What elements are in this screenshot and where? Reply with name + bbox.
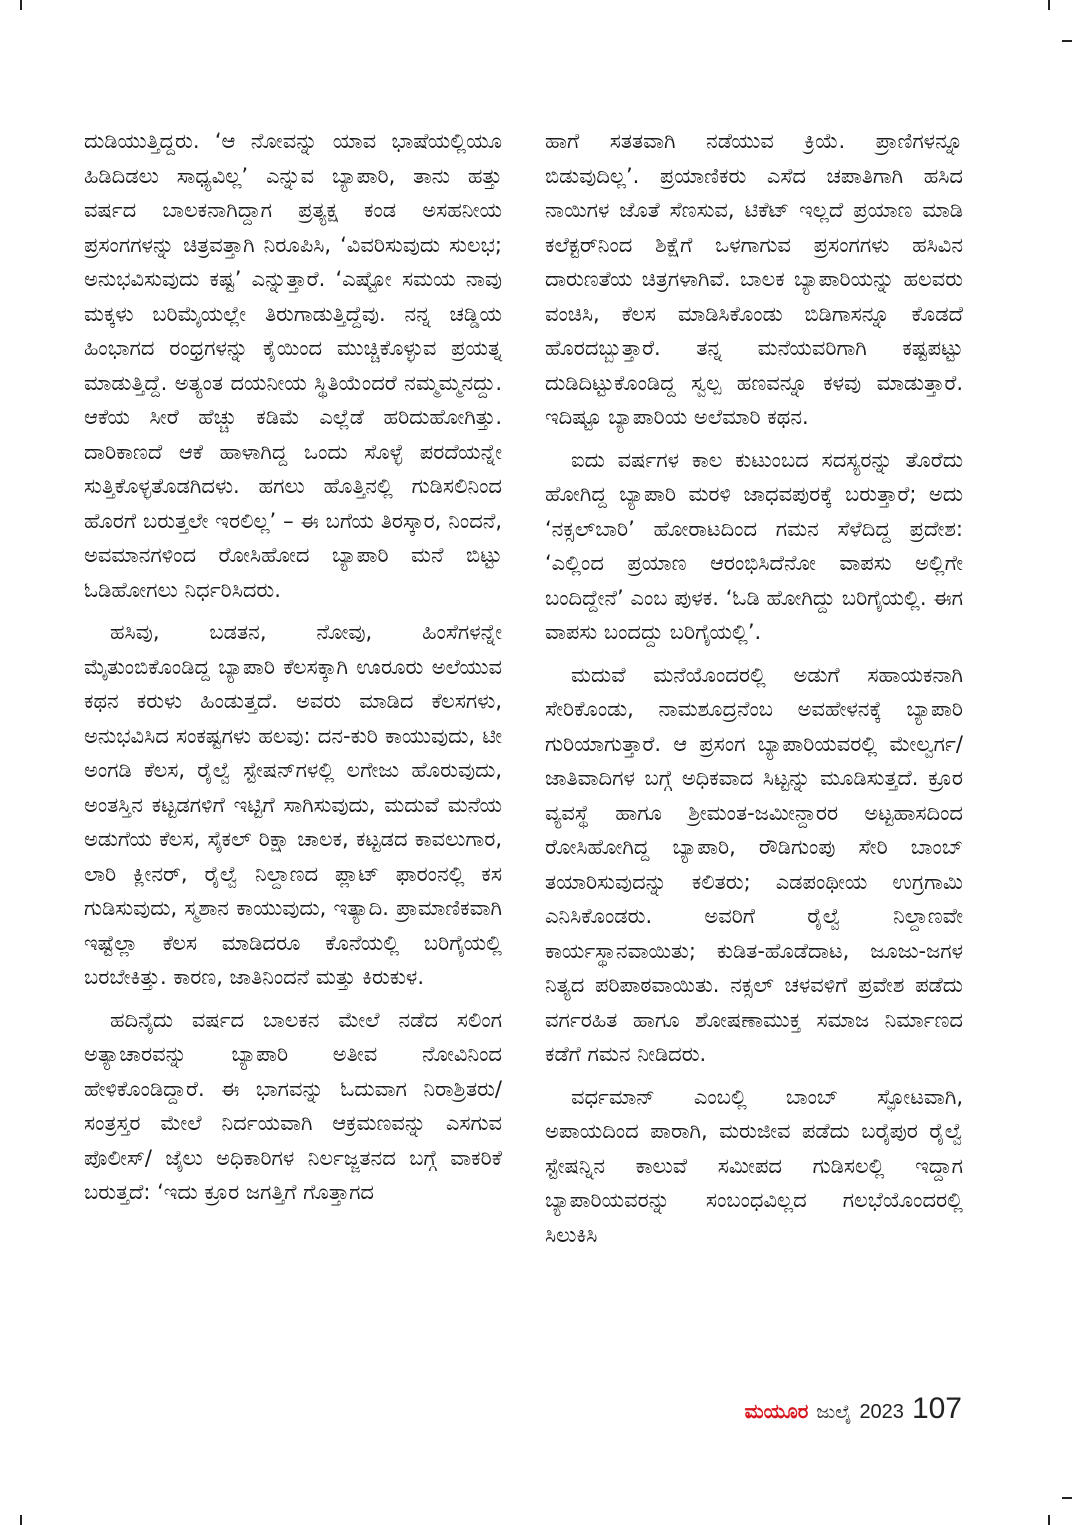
crop-mark-bottom-right [1048, 1515, 1050, 1525]
crop-mark-right-upper [1062, 40, 1072, 42]
paragraph: ಹಾಗೆ ಸತತವಾಗಿ ನಡೆಯುವ ಕ್ರಿಯೆ. ಪ್ರಾಣಿಗಳನ್ನೂ ಬಿಡುವುದಿಲ್ಲ’. ಪ್ರಯಾಣಿಕರು ಎಸೆದ ಚಪಾತಿಗಾಗಿ ಹಸಿದ ನಾಯಿಗಳ ಜೊತೆ ಸೆಣಸುವ, ಟಿಕೆಟ್ ಇಲ್ಲದೆ ಪ್ರಯಾಣ ಮಾಡಿ ಕಲೆಕ್ಟರ್‌ನಿಂದ ಶಿಕ್ಷೆಗೆ ಒಳಗಾಗುವ ಪ್ರಸಂಗಗಳು ಹಸಿವಿನ ದಾರುಣತೆಯ ಚಿತ್ರಗಳಾಗಿವೆ. ಬಾಲಕ ಬ್ಯಾಪಾರಿಯನ್ನು ಹಲವರು ವಂಚಿಸಿ, ಕೆಲಸ ಮಾಡಿಸಿಕೊಂಡು ಬಿಡಿಗಾಸನ್ನೂ ಕೊಡದೆ ಹೊರದಬ್ಬುತ್ತಾರೆ. ತನ್ನ ಮನೆಯವರಿಗಾಗಿ ಕಷ್ಟಪಟ್ಟು ದುಡಿದಿಟ್ಟುಕೊಂಡಿದ್ದ ಸ್ವಲ್ಪ ಹಣವನ್ನೂ ಕಳವು ಮಾಡುತ್ತಾರೆ. ಇದಿಷ್ಟೂ ಬ್ಯಾಪಾರಿಯ ಅಲೆಮಾರಿ ಕಥನ. [545, 129, 963, 429]
left-column [84, 124, 502, 1218]
page-footer [745, 1392, 962, 1426]
paragraph: ಮದುವೆ ಮನೆಯೊಂದರಲ್ಲಿ ಅಡುಗೆ ಸಹಾಯಕನಾಗಿ ಸೇರಿಕೊಂಡು, ನಾಮಶೂದ್ರನೆಂಬ ಅವಹೇಳನಕ್ಕೆ ಬ್ಯಾಪಾರಿ ಗುರಿಯಾಗುತ್ತಾರೆ. ಆ ಪ್ರಸಂಗ ಬ್ಯಾಪಾರಿಯವರಲ್ಲಿ ಮೇಲ್ವರ್ಗ/ಜಾತಿವಾದಿಗಳ ಬಗ್ಗೆ ಅಧಿಕವಾದ ಸಿಟ್ಟನ್ನು ಮೂಡಿಸುತ್ತದೆ. ಕ್ರೂರ ವ್ಯವಸ್ಥೆ ಹಾಗೂ ಶ್ರೀಮಂತ-ಜಮೀನ್ದಾರರ ಅಟ್ಟಹಾಸದಿಂದ ರೋಸಿಹೋಗಿದ್ದ ಬ್ಯಾಪಾರಿ, ರೌಡಿಗುಂಪು ಸೇರಿ ಬಾಂಬ್ ತಯಾರಿಸುವುದನ್ನು ಕಲಿತರು; ಎಡಪಂಥೀಯ ಉಗ್ರಗಾಮಿ ಎನಿಸಿಕೊಂಡರು. ಅವರಿಗೆ ರೈಲ್ವೆ ನಿಲ್ದಾಣವೇ ಕಾರ್ಯಸ್ಥಾನವಾಯಿತು; ಕುಡಿತ-ಹೊಡೆದಾಟ, ಜೂಜು-ಜಗಳ ನಿತ್ಯದ ಪರಿಪಾಠವಾಯಿತು. ನಕ್ಸಲ್ ಚಳವಳಿಗೆ ಪ್ರವೇಶ ಪಡೆದು ವರ್ಗರಹಿತ ಹಾಗೂ ಶೋಷಣಾಮುಕ್ತ ಸಮಾಜ ನಿರ್ಮಾಣದ ಕಡೆಗೆ ಗಮನ ನೀಡಿದರು. [545, 662, 963, 1066]
crop-mark-bottom-left [20, 1515, 22, 1525]
paragraph: ಐದು ವರ್ಷಗಳ ಕಾಲ ಕುಟುಂಬದ ಸದಸ್ಯರನ್ನು ತೊರೆದು ಹೋಗಿದ್ದ ಬ್ಯಾಪಾರಿ ಮರಳಿ ಜಾಧವಪುರಕ್ಕೆ ಬರುತ್ತಾರೆ; ಅದು ‘ನಕ್ಸಲ್‌ಬಾರಿ’ ಹೋರಾಟದಿಂದ ಗಮನ ಸೆಳೆದಿದ್ದ ಪ್ರದೇಶ: ‘ಎಲ್ಲಿಂದ ಪ್ರಯಾಣ ಆರಂಭಿಸಿದೆನೋ ವಾಪಸು ಅಲ್ಲಿಗೇ ಬಂದಿದ್ದೇನೆ’ ಎಂಬ ಪುಳಕ. ‘ಓಡಿ ಹೋಗಿದ್ದು ಬರಿಗೈಯಲ್ಲಿ. ಈಗ ವಾಪಸು ಬಂದದ್ದು ಬರಿಗೈಯಲ್ಲಿ’. [545, 447, 963, 644]
magazine-brand: ಮಯೂರ [744, 1401, 809, 1423]
article-page [84, 124, 964, 1374]
crop-mark-top-left [20, 0, 22, 10]
crop-mark-top-right [1048, 0, 1050, 10]
paragraph: ಹಸಿವು, ಬಡತನ, ನೋವು, ಹಿಂಸೆಗಳನ್ನೇ ಮೈತುಂಬಿಕೊಂಡಿದ್ದ ಬ್ಯಾಪಾರಿ ಕೆಲಸಕ್ಕಾಗಿ ಊರೂರು ಅಲೆಯುವ ಕಥನ ಕರುಳು ಹಿಂಡುತ್ತದೆ. ಅವರು ಮಾಡಿದ ಕೆಲಸಗಳು, ಅನುಭವಿಸಿದ ಸಂಕಷ್ಟಗಳು ಹಲವು: ದನ-ಕುರಿ ಕಾಯುವುದು, ಟೀ ಅಂಗಡಿ ಕೆಲಸ, ರೈಲ್ವೆ ಸ್ಟೇಷನ್‌ಗಳಲ್ಲಿ ಲಗೇಜು ಹೊರುವುದು, ಅಂತಸ್ತಿನ ಕಟ್ಟಡಗಳಿಗೆ ಇಟ್ಟಿಗೆ ಸಾಗಿಸುವುದು, ಮದುವೆ ಮನೆಯ ಅಡುಗೆಯ ಕೆಲಸ, ಸೈಕಲ್ ರಿಕ್ಷಾ ಚಾಲಕ, ಕಟ್ಟಡದ ಕಾವಲುಗಾರ, ಲಾರಿ ಕ್ಲೀನರ್, ರೈಲ್ವೆ ನಿಲ್ದಾಣದ ಪ್ಲಾಟ್ ಫಾರಂನಲ್ಲಿ ಕಸ ಗುಡಿಸುವುದು, ಸ್ಮಶಾನ ಕಾಯುವುದು, ಇತ್ಯಾದಿ. ಪ್ರಾಮಾಣಿಕವಾಗಿ ಇಷ್ಟೆಲ್ಲಾ ಕೆಲಸ ಮಾಡಿದರೂ ಕೊನೆಯಲ್ಲಿ ಬರಿಗೈಯಲ್ಲಿ ಬರಬೇಕಿತ್ತು. ಕಾರಣ, ಜಾತಿನಿಂದನೆ ಮತ್ತು ಕಿರುಕುಳ. [84, 620, 502, 989]
paragraph: ಹದಿನೈದು ವರ್ಷದ ಬಾಲಕನ ಮೇಲೆ ನಡೆದ ಸಲಿಂಗ ಅತ್ಯಾಚಾರವನ್ನು ಬ್ಯಾಪಾರಿ ಅತೀವ ನೋವಿನಿಂದ ಹೇಳಿಕೊಂಡಿದ್ದಾರೆ. ಈ ಭಾಗವನ್ನು ಓದುವಾಗ ನಿರಾಶ್ರಿತರು/ಸಂತ್ರಸ್ತರ ಮೇಲೆ ನಿರ್ದಯವಾಗಿ ಆಕ್ರಮಣವನ್ನು ಎಸಗುವ ಪೊಲೀಸ್/ ಜೈಲು ಅಧಿಕಾರಿಗಳ ನಿರ್ಲಜ್ಜತನದ ಬಗ್ಗೆ ವಾಕರಿಕೆ ಬರುತ್ತದೆ: ‘ಇದು ಕ್ರೂರ ಜಗತ್ತಿಗೆ ಗೊತ್ತಾಗದ [84, 1007, 502, 1204]
right-column [545, 124, 963, 1260]
issue-year: 2023 [859, 1401, 904, 1423]
paragraph: ದುಡಿಯುತ್ತಿದ್ದರು. ‘ಆ ನೋವನ್ನು ಯಾವ ಭಾಷೆಯಲ್ಲಿಯೂ ಹಿಡಿದಿಡಲು ಸಾಧ್ಯವಿಲ್ಲ’ ಎನ್ನುವ ಬ್ಯಾಪಾರಿ, ತಾನು ಹತ್ತು ವರ್ಷದ ಬಾಲಕನಾಗಿದ್ದಾಗ ಪ್ರತ್ಯಕ್ಷ ಕಂಡ ಅಸಹನೀಯ ಪ್ರಸಂಗಗಳನ್ನು ಚಿತ್ರವತ್ತಾಗಿ ನಿರೂಪಿಸಿ, ‘ವಿವರಿಸುವುದು ಸುಲಭ; ಅನುಭವಿಸುವುದು ಕಷ್ಟ’ ಎನ್ನುತ್ತಾರೆ. ‘ಎಷ್ಟೋ ಸಮಯ ನಾವು ಮಕ್ಕಳು ಬರಿಮೈಯಲ್ಲೇ ತಿರುಗಾಡುತ್ತಿದ್ದೆವು. ನನ್ನ ಚಡ್ಡಿಯ ಹಿಂಭಾಗದ ರಂಧ್ರಗಳನ್ನು ಕೈಯಿಂದ ಮುಚ್ಚಿಕೊಳ್ಳುವ ಪ್ರಯತ್ನ ಮಾಡುತ್ತಿದ್ದೆ. ಅತ್ಯಂತ ದಯನೀಯ ಸ್ಥಿತಿಯೆಂದರೆ ನಮ್ಮಮ್ಮನದ್ದು. ಆಕೆಯ ಸೀರೆ ಹೆಚ್ಚು ಕಡಿಮೆ ಎಲ್ಲೆಡೆ ಹರಿದುಹೋಗಿತ್ತು. ದಾರಿಕಾಣದೆ ಆಕೆ ಹಾಳಾಗಿದ್ದ ಒಂದು ಸೊಳ್ಳೆ ಪರದೆಯನ್ನೇ ಸುತ್ತಿಕೊಳ್ಳತೊಡಗಿದಳು. ಹಗಲು ಹೊತ್ತಿನಲ್ಲಿ ಗುಡಿಸಲಿನಿಂದ ಹೊರಗೆ ಬರುತ್ತಲೇ ಇರಲಿಲ್ಲ’ – ಈ ಬಗೆಯ ತಿರಸ್ಕಾರ, ನಿಂದನೆ, ಅವಮಾನಗಳಿಂದ ರೋಸಿಹೋದ ಬ್ಯಾಪಾರಿ ಮನೆ ಬಿಟ್ಟು ಓಡಿಹೋಗಲು ನಿರ್ಧರಿಸಿದರು. [84, 129, 502, 602]
crop-mark-right-lower [1062, 1497, 1072, 1499]
paragraph: ವರ್ಧಮಾನ್ ಎಂಬಲ್ಲಿ ಬಾಂಬ್ ಸ್ಫೋಟವಾಗಿ, ಅಪಾಯದಿಂದ ಪಾರಾಗಿ, ಮರುಜೀವ ಪಡೆದು ಬರೈಪುರ ರೈಲ್ವೆ ಸ್ಟೇಷನ್ನಿನ ಕಾಲುವೆ ಸಮೀಪದ ಗುಡಿಸಲಲ್ಲಿ ಇದ್ದಾಗ ಬ್ಯಾಪಾರಿಯವರನ್ನು ಸಂಬಂಧವಿಲ್ಲದ ಗಲಭೆಯೊಂದರಲ್ಲಿ ಸಿಲುಕಿಸಿ [545, 1084, 963, 1247]
page-number: 107 [911, 1392, 962, 1425]
issue-month: ಜುಲೈ [816, 1402, 852, 1423]
